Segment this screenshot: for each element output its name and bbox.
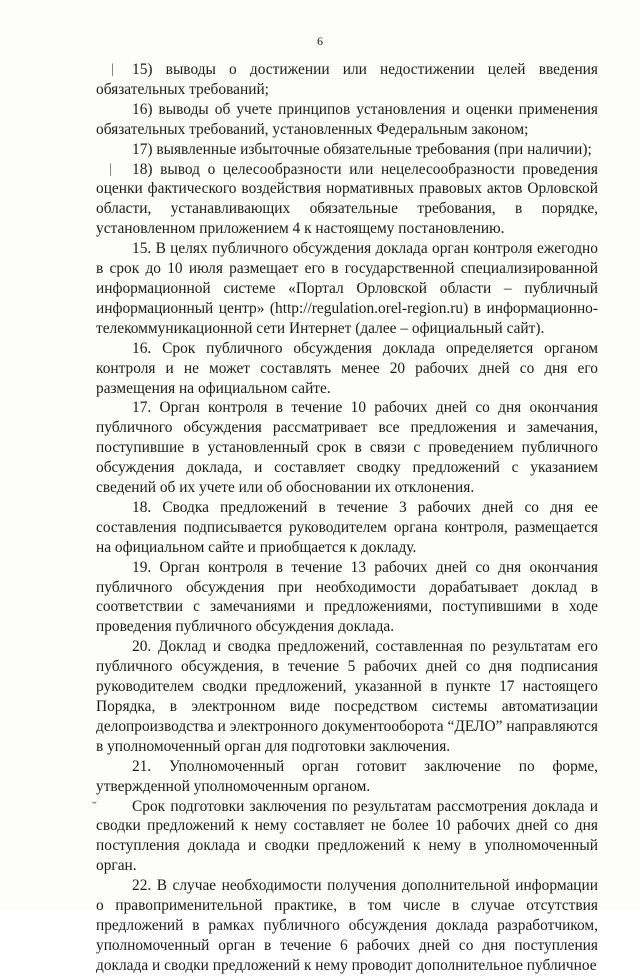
page-number: 6 (317, 34, 323, 48)
paragraph: 19. Орган контроля в течение 13 рабочих дней со дня окончания публичного обсуждения при необходимости дорабатывает доклад в соответствии с замечаниями и предложениями, поступившими в ходе проведения публичного обсуждения доклада. (96, 558, 598, 636)
paragraph: 17) выявленные избыточные обязательные требования (при наличии); (132, 140, 592, 158)
paragraph: 15. В целях публичного обсуждения доклада орган контроля ежегодно в срок до 10 июля размещает его в государственной специализированной информационной системе «Портал Орловской области – публичный информационный центр» (http://regulation.orel-region.ru) в информационно-телекоммуникационной сети Интернет (далее – официальный сайт). (96, 240, 598, 337)
paragraph: 18. Сводка предложений в течение 3 рабочих дней со дня ее составления подписывается руководителем органа контроля, размещается на официальном сайте и приобщается к докладу. (96, 498, 598, 556)
body-text (96, 60, 598, 976)
paragraph: 22. В случае необходимости получения дополнительной информации о правоприменительной практике, в том числе в случае отсутствия предложений в рамках публичного обсуждения доклада разработчиком, уполномоченный орган в течение 6 рабочих дней со дня поступления доклада и сводки предложений к нему проводит дополнительное публичное (96, 877, 598, 974)
paragraph: 16. Срок публичного обсуждения доклада определяется органом контроля и не может составлять менее 20 рабочих дней со дня его размещения на официальном сайте. (96, 339, 598, 397)
paragraph: 16) выводы об учете принципов установления и оценки применения обязательных требований, установленных Федеральным законом; (96, 100, 598, 138)
paragraph: 15) выводы о достижении или недостижении целей введения обязательных требований; (96, 61, 598, 98)
margin-mark: ˇ (92, 800, 97, 815)
paragraph: 18) вывод о целесообразности или нецелесообразности проведения оценки фактического воздействия нормативных правовых актов Орловской области, устанавливающих обязательные требования, в порядке, установленном приложением 4 к настоящему постановлению. (96, 160, 598, 238)
paragraph: 17. Орган контроля в течение 10 рабочих дней со дня окончания публичного обсуждения рассматривает все предложения и замечания, поступившие в установленный срок в связи с проведением публичного обсуждения доклада, и составляет сводку предложений с указанием сведений об их учете или об обосновании их отклонения. (96, 399, 598, 497)
paragraph: 20. Доклад и сводка предложений, составленная по результатам его публичного обсуждения, в течение 5 рабочих дней со дня подписания руководителем сводки предложений, указанной в пункте 17 настоящего Порядка, в электронном виде посредством системы автоматизации делопроизводства и электронного документооборота “ДЕЛО” направляются в уполномоченный орган для подготовки заключения. (96, 638, 598, 755)
paragraph: 21. Уполномоченный орган готовит заключение по форме, утвержденной уполномоченным органом. (96, 757, 598, 795)
margin-mark: | (109, 162, 112, 177)
paragraph: Срок подготовки заключения по результатам рассмотрения доклада и сводки предложений к нему составляет не более 10 рабочих дней со дня поступления доклада и сводки предложений к нему в уполномоченный орган. (96, 797, 598, 875)
margin-mark: | (111, 62, 114, 77)
